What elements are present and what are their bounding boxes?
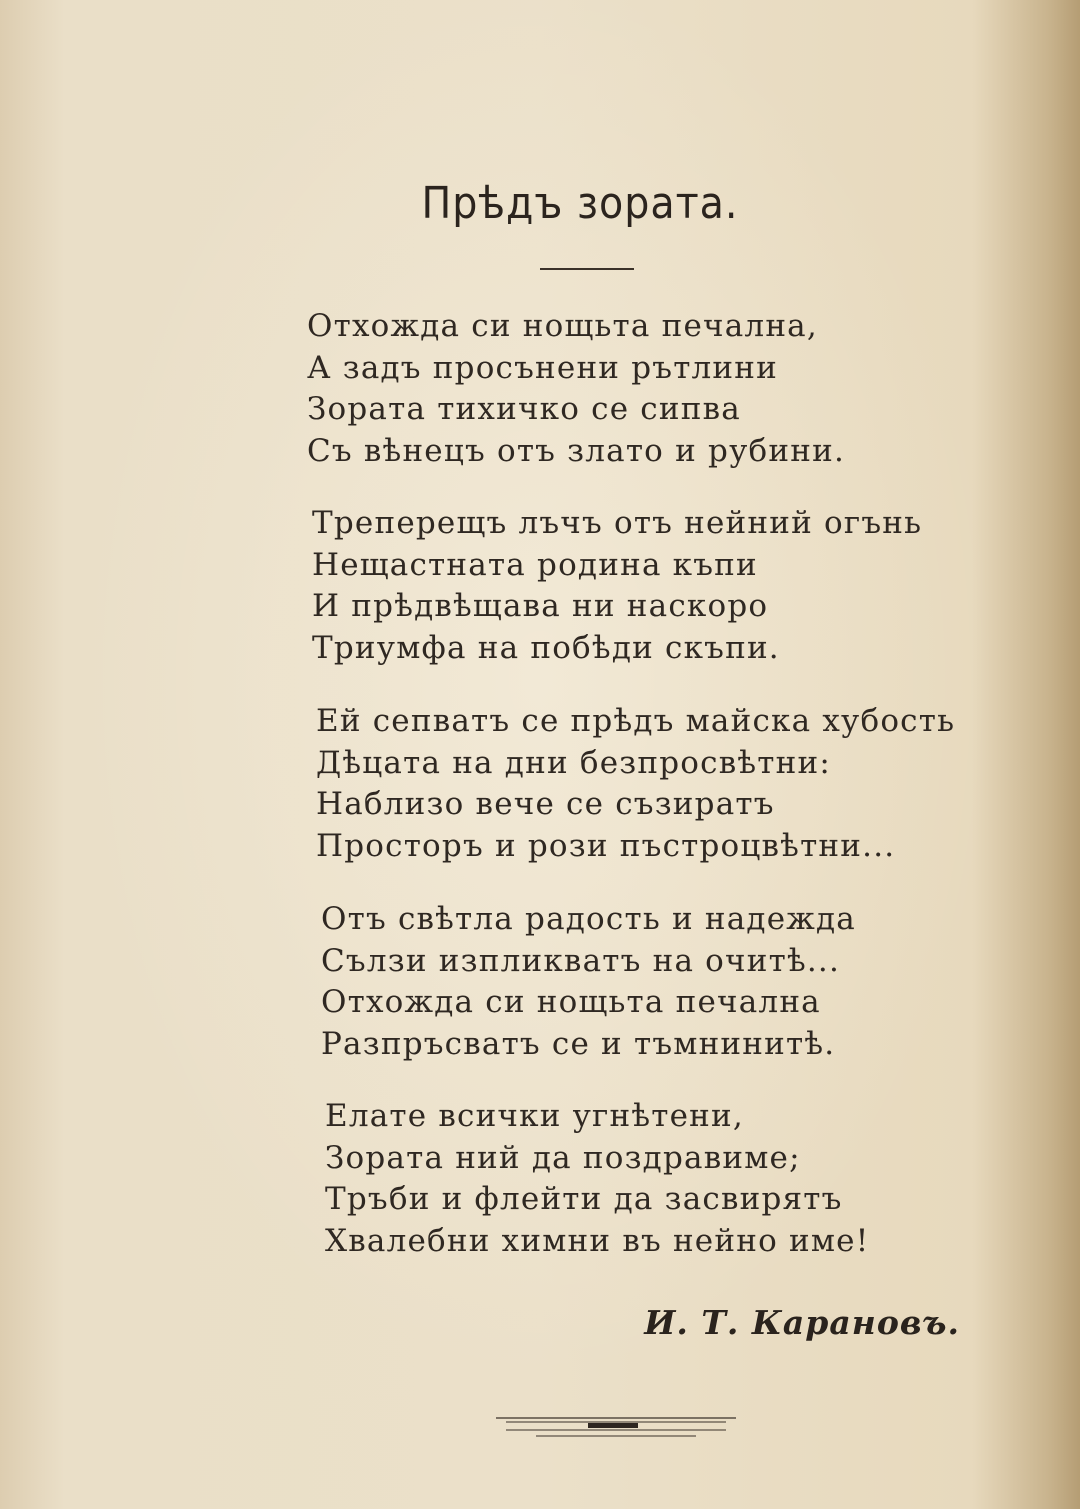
verse-line: Разпръсватъ се и тъмнинитѣ. [321,1025,836,1062]
verse-line: Съ вѣнецъ отъ злато и рубини. [307,432,846,469]
verse-line: Треперещъ лъчъ отъ нейний огънь [312,505,923,541]
verse-line: Отъ свѣтла радость и надежда [321,901,856,937]
verse-line: Дѣцата на дни безпросвѣтни: [316,744,831,781]
poem-title: Прѣдъ зората. [421,178,739,229]
stanza-5 [325,1096,869,1262]
verse-line: Наблизо вече се съзиратъ [316,786,775,822]
stanza-1 [307,306,845,472]
verse-line: Ей сепватъ се прѣдъ майска хубость [316,703,956,739]
verse-line: Отхожда си нощьта печална [321,984,821,1020]
verse-line: Зората ний да поздравиме; [325,1139,801,1176]
verse-line: Нещастната родина къпи [312,546,758,583]
title-divider [540,268,634,270]
stanza-3 [316,701,955,867]
end-ornament [496,1410,736,1440]
verse-line: Триумфа на побѣди скъпи. [312,629,780,666]
verse-line: Зората тихичко се сипва [307,391,741,427]
verse-line: А задъ просънени рътлини [307,349,779,386]
stanza-2 [312,503,922,669]
author-signature: И. Т. Карановъ. [644,1303,960,1342]
verse-line: Хвалебни химни въ нейно име! [325,1222,870,1259]
verse-line: Тръби и флейти да засвирятъ [325,1181,843,1217]
verse-line: И прѣдвѣщава ни наскоро [312,588,769,624]
verse-line: Отхожда си нощьта печална, [307,308,818,344]
verse-line: Елате всички угнѣтени, [325,1098,744,1134]
verse-line: Просторъ и рози пъстроцвѣтни... [316,827,896,864]
stanza-4 [321,899,856,1065]
verse-line: Сълзи изпликватъ на очитѣ... [321,942,841,979]
